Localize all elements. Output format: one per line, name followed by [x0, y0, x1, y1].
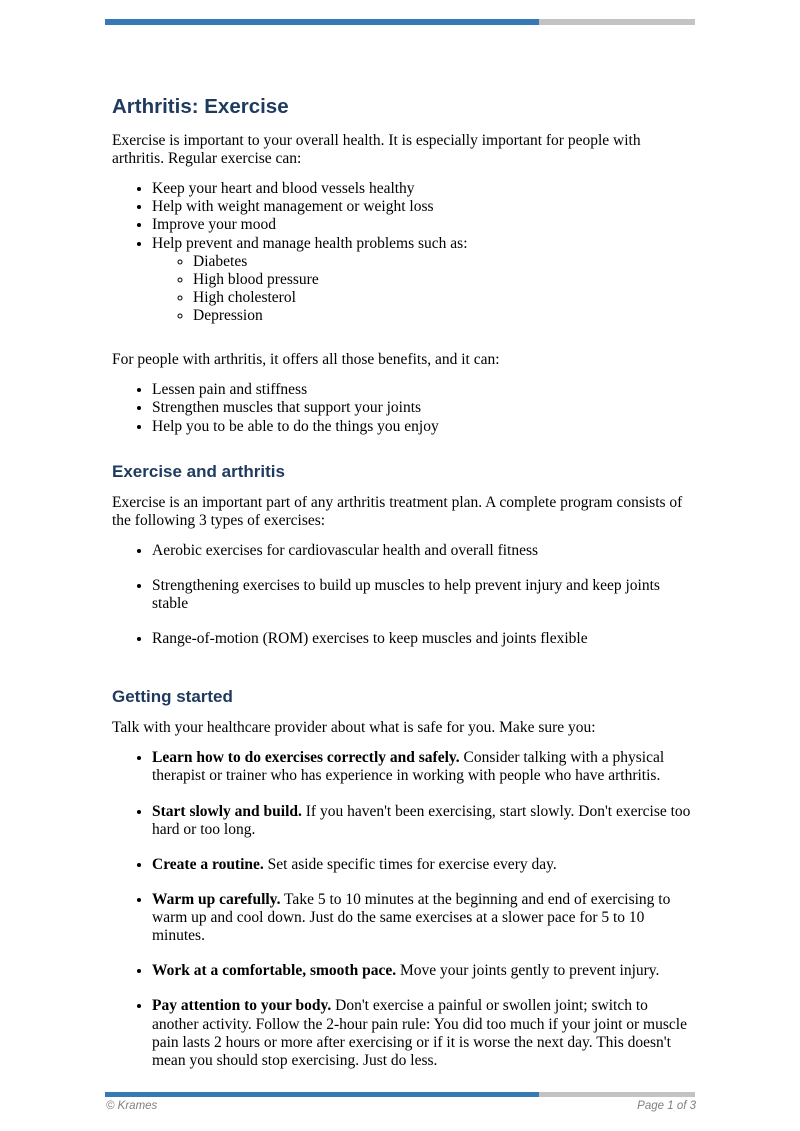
list-item-lead: Create a routine.	[152, 855, 264, 873]
arthritis-benefits-paragraph: For people with arthritis, it offers all those benefits, and it can:	[112, 351, 500, 369]
list-item: • Strengthen muscles that support your joints	[152, 399, 696, 417]
list-item: ◦ Diabetes	[193, 253, 696, 271]
list-item-text: Consider talking with a physical therapist or trainer who has experience in working with people who have arthritis.	[152, 749, 665, 785]
list-item: • Help with weight management or weight loss	[152, 198, 696, 216]
list-item: • Aerobic exercises for cardiovascular health and overall fitness	[152, 542, 696, 560]
footer-page-number: Page 1 of 3	[637, 1100, 696, 1112]
header-bar-gray-segment	[539, 19, 695, 25]
list-item-label: Help prevent and manage health problems such as:	[152, 234, 468, 252]
list-item-lead: Start slowly and build.	[152, 802, 302, 820]
page-title: Arthritis: Exercise	[112, 95, 289, 118]
exercise-types-paragraph: Exercise is an important part of any arthritis treatment plan. A complete program consists of the following 3 types of exercises:	[112, 493, 683, 529]
list-item: • Improve your mood	[152, 216, 696, 234]
list-item: • Help you to be able to do the things you enjoy	[152, 418, 696, 436]
page-footer	[106, 1100, 696, 1113]
footer-accent-bar	[105, 1092, 695, 1097]
header-accent-bar	[105, 19, 695, 25]
list-item-text: Don't exercise a painful or swollen joint; switch to another activity. Follow the 2-hour pain rule: You did too much if your joint or muscle pain lasts 2 hours or more after exercising or if it is worse the next day. This doesn't mean you should stop exercising. Just do less.	[152, 997, 687, 1069]
list-item-text: Set aside specific times for exercise every day.	[263, 855, 557, 873]
header-bar-blue-segment	[105, 19, 539, 25]
list-item-lead: Warm up carefully.	[152, 890, 281, 908]
getting-started-list	[112, 749, 696, 1070]
list-item: ◦ High blood pressure	[193, 271, 696, 289]
list-item: • Strengthening exercises to build up muscles to help prevent injury and keep joints stable	[152, 577, 696, 613]
footer-bar-blue-segment	[105, 1092, 539, 1097]
list-item-lead: Learn how to do exercises correctly and safely.	[152, 749, 460, 767]
footer-copyright: © Krames	[106, 1100, 158, 1112]
arthritis-benefits-list	[112, 381, 696, 435]
list-item-text: If you haven't been exercising, start slowly. Don't exercise too hard or too long.	[152, 802, 691, 838]
list-item	[152, 749, 696, 785]
benefits-list	[112, 180, 696, 325]
list-item-lead: Pay attention to your body.	[152, 997, 332, 1015]
list-item	[152, 235, 696, 326]
list-item	[152, 803, 696, 839]
exercise-types-list	[112, 542, 696, 649]
list-item-lead: Work at a comfortable, smooth pace.	[152, 962, 397, 980]
section-heading-exercise-and-arthritis: Exercise and arthritis	[112, 461, 285, 481]
intro-paragraph: Exercise is important to your overall health. It is especially important for people with arthritis. Regular exercise can:	[112, 131, 641, 168]
footer-bar-gray-segment	[539, 1092, 695, 1097]
document-body	[112, 95, 696, 1087]
getting-started-paragraph: Talk with your healthcare provider about what is safe for you. Make sure you:	[112, 719, 596, 737]
list-item: ◦ High cholesterol	[193, 289, 696, 307]
list-item: ◦ Depression	[193, 307, 696, 325]
health-problems-sublist	[152, 253, 696, 326]
list-item: • Range-of-motion (ROM) exercises to keep muscles and joints flexible	[152, 630, 696, 648]
section-heading-getting-started: Getting started	[112, 687, 233, 707]
list-item	[152, 856, 696, 874]
list-item	[152, 997, 696, 1070]
list-item-text: Move your joints gently to prevent injury.	[396, 962, 660, 980]
list-item	[152, 962, 696, 980]
list-item-text: Take 5 to 10 minutes at the beginning and end of exercising to warm up and cool down. Just do the same exercises at a slower pace for 5 to 10 minutes.	[152, 890, 671, 945]
list-item	[152, 891, 696, 945]
list-item: • Lessen pain and stiffness	[152, 381, 696, 399]
list-item: • Keep your heart and blood vessels healthy	[152, 180, 696, 198]
